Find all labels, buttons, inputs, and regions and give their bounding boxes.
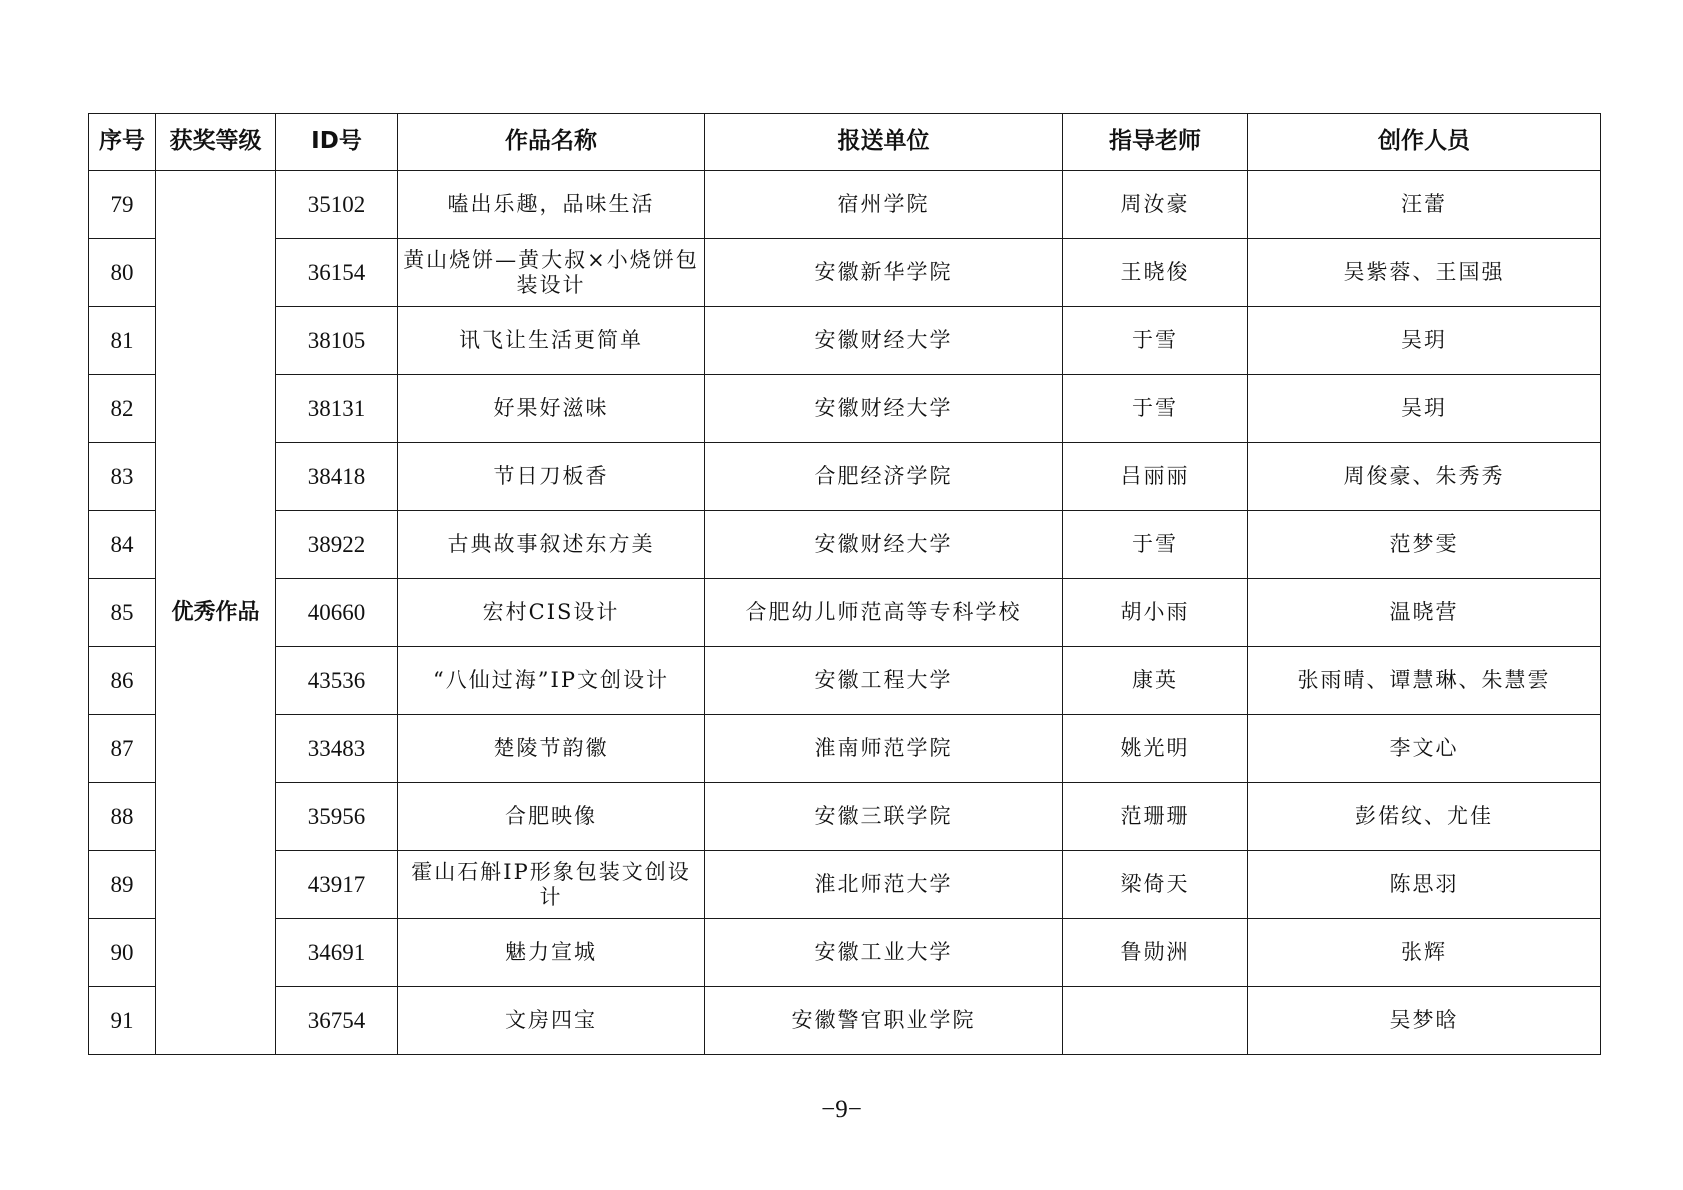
cell-teacher: 梁倚天	[1063, 851, 1248, 919]
header-row	[89, 114, 1601, 171]
header-title: 作品名称	[398, 114, 705, 171]
award-table	[88, 113, 1601, 1055]
cell-unit: 安徽工业大学	[705, 919, 1063, 987]
cell-seq: 80	[89, 239, 156, 307]
table-row	[89, 647, 1601, 715]
cell-unit: 淮北师范大学	[705, 851, 1063, 919]
cell-title: 黄山烧饼—黄大叔×小烧饼包装设计	[398, 239, 705, 307]
cell-teacher: 于雪	[1063, 511, 1248, 579]
cell-creators: 温晓营	[1248, 579, 1601, 647]
cell-creators: 陈思羽	[1248, 851, 1601, 919]
table-row	[89, 715, 1601, 783]
cell-id: 34691	[276, 919, 398, 987]
cell-teacher: 于雪	[1063, 307, 1248, 375]
cell-unit: 安徽财经大学	[705, 375, 1063, 443]
cell-unit: 淮南师范学院	[705, 715, 1063, 783]
cell-id: 38922	[276, 511, 398, 579]
cell-seq: 84	[89, 511, 156, 579]
cell-title: 节日刀板香	[398, 443, 705, 511]
cell-seq: 88	[89, 783, 156, 851]
cell-unit: 宿州学院	[705, 171, 1063, 239]
cell-teacher: 于雪	[1063, 375, 1248, 443]
cell-creators: 张雨晴、谭慧琳、朱慧雲	[1248, 647, 1601, 715]
cell-id: 43536	[276, 647, 398, 715]
cell-title: 楚陵节韵徽	[398, 715, 705, 783]
table-row	[89, 579, 1601, 647]
cell-title: 魅力宣城	[398, 919, 705, 987]
cell-teacher: 胡小雨	[1063, 579, 1248, 647]
table-row	[89, 987, 1601, 1055]
table-row	[89, 783, 1601, 851]
cell-title: 宏村CIS设计	[398, 579, 705, 647]
cell-seq: 91	[89, 987, 156, 1055]
table-row	[89, 851, 1601, 919]
cell-unit: 安徽财经大学	[705, 511, 1063, 579]
cell-creators: 彭偌纹、尤佳	[1248, 783, 1601, 851]
cell-id: 38131	[276, 375, 398, 443]
cell-title: 文房四宝	[398, 987, 705, 1055]
cell-teacher: 范珊珊	[1063, 783, 1248, 851]
cell-unit: 安徽工程大学	[705, 647, 1063, 715]
cell-seq: 82	[89, 375, 156, 443]
cell-seq: 90	[89, 919, 156, 987]
header-award-level: 获奖等级	[156, 114, 276, 171]
cell-seq: 86	[89, 647, 156, 715]
cell-unit: 合肥幼儿师范高等专科学校	[705, 579, 1063, 647]
header-creators: 创作人员	[1248, 114, 1601, 171]
cell-title: 古典故事叙述东方美	[398, 511, 705, 579]
table-row	[89, 239, 1601, 307]
cell-id: 43917	[276, 851, 398, 919]
cell-title: 讯飞让生活更简单	[398, 307, 705, 375]
cell-title: 嗑出乐趣，品味生活	[398, 171, 705, 239]
table-header	[89, 114, 1601, 171]
cell-unit: 安徽新华学院	[705, 239, 1063, 307]
table-row	[89, 919, 1601, 987]
cell-title: 合肥映像	[398, 783, 705, 851]
cell-teacher: 王晓俊	[1063, 239, 1248, 307]
cell-title: “八仙过海”IP文创设计	[398, 647, 705, 715]
header-id: ID号	[276, 114, 398, 171]
cell-seq: 79	[89, 171, 156, 239]
cell-seq: 81	[89, 307, 156, 375]
cell-creators: 汪蕾	[1248, 171, 1601, 239]
cell-id: 35102	[276, 171, 398, 239]
header-teacher: 指导老师	[1063, 114, 1248, 171]
table-row	[89, 375, 1601, 443]
cell-unit: 安徽财经大学	[705, 307, 1063, 375]
table-body	[89, 171, 1601, 1055]
page-number: −9−	[821, 1096, 862, 1123]
cell-title: 好果好滋味	[398, 375, 705, 443]
cell-creators: 吴紫蓉、王国强	[1248, 239, 1601, 307]
cell-creators: 张辉	[1248, 919, 1601, 987]
cell-teacher: 康英	[1063, 647, 1248, 715]
table-row	[89, 511, 1601, 579]
cell-id: 36754	[276, 987, 398, 1055]
cell-id: 35956	[276, 783, 398, 851]
cell-teacher: 鲁勋洲	[1063, 919, 1248, 987]
cell-id: 38418	[276, 443, 398, 511]
cell-unit: 安徽三联学院	[705, 783, 1063, 851]
cell-creators: 吴玥	[1248, 307, 1601, 375]
table-row	[89, 443, 1601, 511]
cell-creators: 吴梦晗	[1248, 987, 1601, 1055]
cell-teacher: 姚光明	[1063, 715, 1248, 783]
cell-teacher	[1063, 987, 1248, 1055]
cell-id: 38105	[276, 307, 398, 375]
cell-unit: 安徽警官职业学院	[705, 987, 1063, 1055]
table-row	[89, 171, 1601, 239]
cell-id: 36154	[276, 239, 398, 307]
cell-teacher: 周汝豪	[1063, 171, 1248, 239]
cell-title: 霍山石斛IP形象包装文创设计	[398, 851, 705, 919]
table-row	[89, 307, 1601, 375]
header-seq: 序号	[89, 114, 156, 171]
cell-teacher: 吕丽丽	[1063, 443, 1248, 511]
cell-creators: 范梦雯	[1248, 511, 1601, 579]
cell-award-level: 优秀作品	[156, 171, 276, 1055]
cell-unit: 合肥经济学院	[705, 443, 1063, 511]
cell-seq: 83	[89, 443, 156, 511]
cell-id: 40660	[276, 579, 398, 647]
cell-creators: 李文心	[1248, 715, 1601, 783]
cell-seq: 89	[89, 851, 156, 919]
header-unit: 报送单位	[705, 114, 1063, 171]
cell-seq: 85	[89, 579, 156, 647]
cell-creators: 吴玥	[1248, 375, 1601, 443]
cell-seq: 87	[89, 715, 156, 783]
cell-id: 33483	[276, 715, 398, 783]
cell-creators: 周俊豪、朱秀秀	[1248, 443, 1601, 511]
